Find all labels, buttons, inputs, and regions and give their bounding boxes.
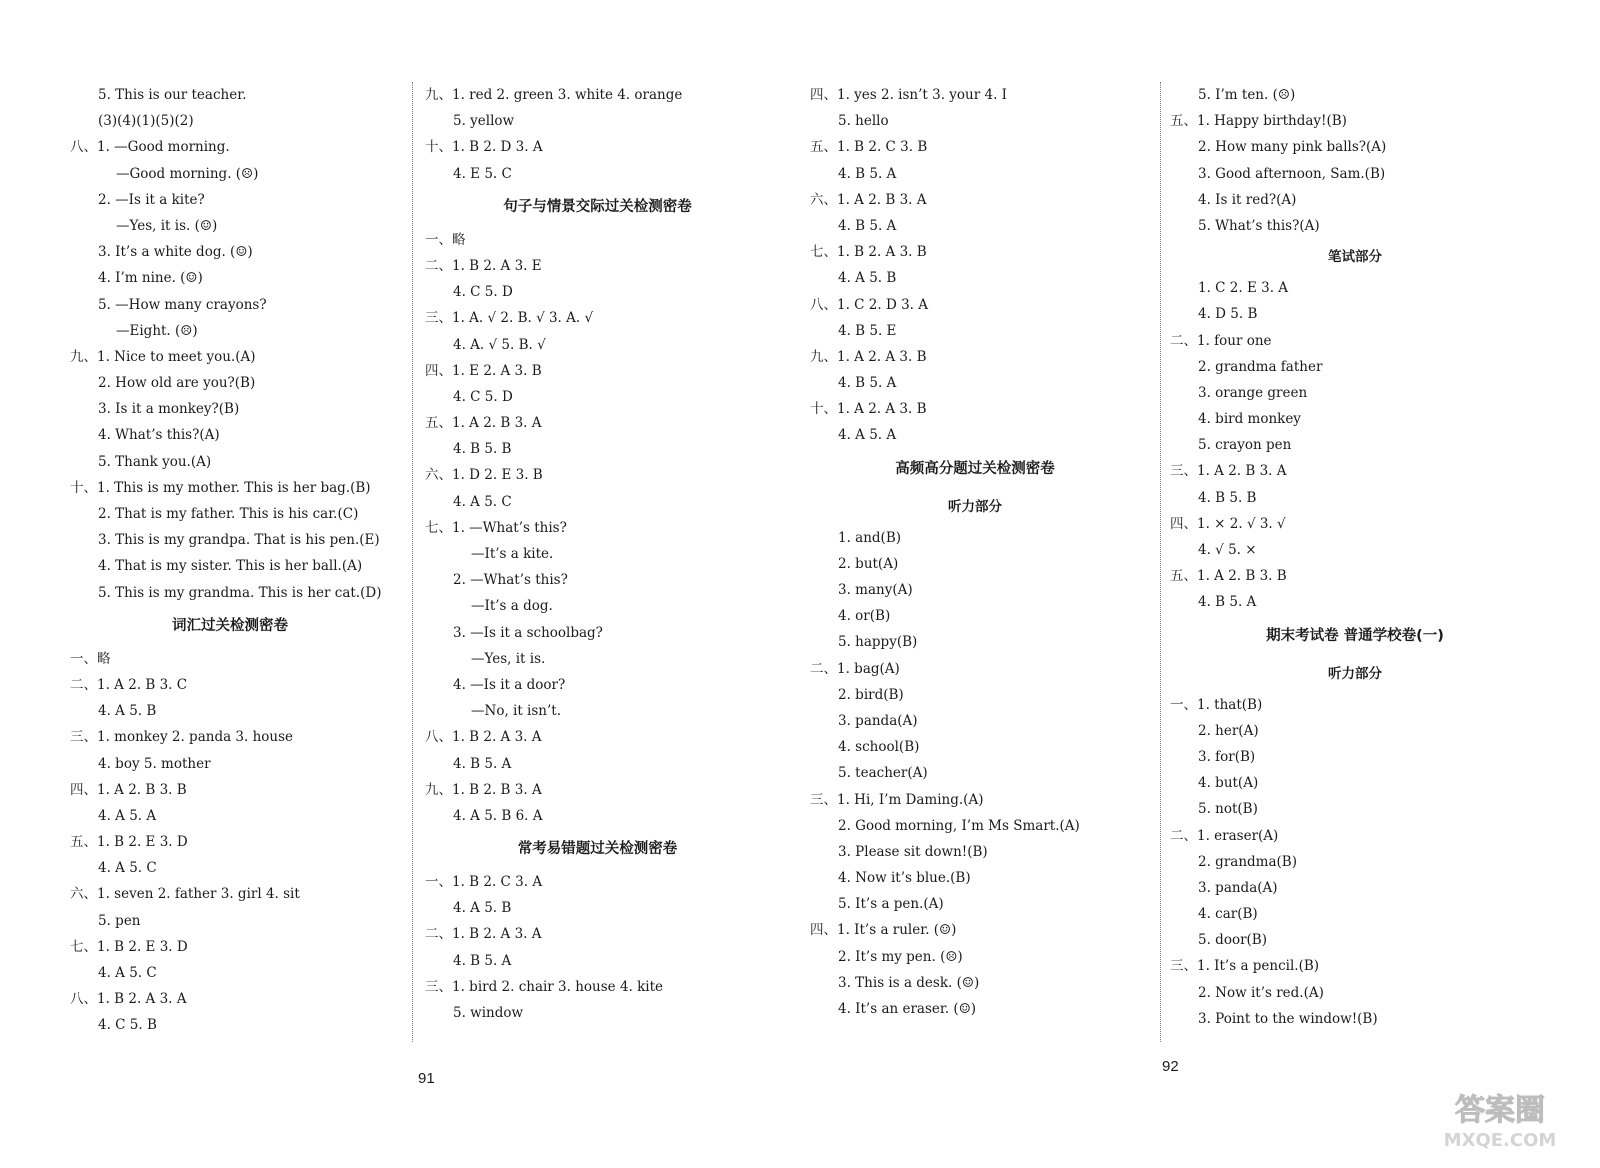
answer-line: 九、1. Nice to meet you.(A) [70,348,256,365]
answer-line: 四、1. yes 2. isn’t 3. your 4. I [810,87,1007,103]
answer-line: 三、1. monkey 2. panda 3. house [70,729,294,746]
answer-line: 3. orange green [1198,384,1308,401]
answer-line: 2. but(A) [838,555,899,572]
answer-line: 5. not(B) [1198,801,1258,818]
answer-line: 5. This is my grandma. This is her cat.(D) [98,584,382,601]
answer-line: 七、1. B 2. A 3. B [810,244,927,261]
answer-line: 4. B 5. B [453,441,512,458]
answer-line: 4. car(B) [1198,906,1258,923]
answer-line: 3. This is a desk. (☺) [838,974,980,991]
answer-line: 二、1. B 2. A 3. E [425,257,542,274]
answer-line: 2. bird(B) [838,686,904,703]
answer-line: 4. B 5. A [838,217,897,234]
answer-line: 4. E 5. C [453,165,512,182]
answer-line: 2. —Is it a kite? [98,191,205,208]
answer-line: 4. It’s an eraser. (☺) [838,1001,977,1017]
answer-line: 3. panda(A) [1198,879,1278,896]
answer-line: 五、1. A 2. B 3. A [425,415,542,432]
answer-line: 5. What’s this?(A) [1198,217,1320,234]
answer-line: 4. A 5. B [838,270,897,287]
answer-line: 八、1. B 2. A 3. A [70,991,187,1008]
answer-line: 4. but(A) [1198,775,1259,792]
watermark-logo [1420,1084,1580,1154]
answer-line: 5. yellow [453,113,515,130]
answer-line: 二、1. bag(A) [810,660,900,677]
answer-line: 九、1. B 2. B 3. A [425,781,542,798]
answer-line: 八、1. C 2. D 3. A [810,296,928,313]
answer-line: 九、1. red 2. green 3. white 4. orange [425,87,683,103]
answer-line: 4. B 5. A [838,375,897,392]
section-heading: 常考易错题过关检测密卷 [517,841,678,858]
answer-line: 2. Good morning, I’m Ms Smart.(A) [838,817,1080,834]
answer-line: 二、1. four one [1170,332,1272,349]
answer-line: 十、1. A 2. A 3. B [810,401,927,418]
answer-line: 2. Now it’s red.(A) [1198,984,1324,1001]
answer-line: 3. This is my grandpa. That is his pen.(E) [98,532,380,549]
answer-line: 1. C 2. E 3. A [1198,280,1289,297]
answer-line: 3. Point to the window!(B) [1198,1010,1378,1027]
answer-line: 5. happy(B) [838,634,918,651]
answer-line: 5. door(B) [1198,932,1267,949]
answer-line: 十、1. This is my mother. This is her bag.(B) [70,479,371,496]
answer-line: 九、1. A 2. A 3. B [810,348,927,365]
answer-line: 4. B 5. A [453,755,512,772]
answer-line: 5. This is our teacher. [98,87,247,103]
answer-line: 5. hello [838,113,889,130]
answer-line: 4. A 5. C [98,860,157,877]
answer-line: 一、略 [70,650,111,667]
answer-line: 4. A 5. B [453,900,512,917]
answer-line: 三、1. A 2. B 3. A [1170,463,1287,480]
answer-line: 4. or(B) [838,608,891,625]
answer-line: 二、1. B 2. A 3. A [425,926,542,943]
page-number-left: 91 [418,1070,435,1087]
column-2 [425,82,770,1026]
subsection-heading: 听力部分 [948,498,1002,515]
answer-line: 2. That is my father. This is his car.(C) [98,506,359,522]
answer-line: 3. Is it a monkey?(B) [98,401,240,418]
answer-line: 五、1. A 2. B 3. B [1170,568,1287,585]
answer-line: —It’s a kite. [471,546,554,562]
answer-line: 五、1. B 2. C 3. B [810,139,928,156]
answer-line: 4. B 5. E [838,322,897,339]
answer-line: 三、1. Hi, I’m Daming.(A) [810,791,984,808]
answer-line: 3. It’s a white dog. (☺) [98,244,253,261]
answer-line: 4. bird monkey [1198,411,1301,428]
answer-line: 六、1. seven 2. father 3. girl 4. sit [70,886,300,903]
answer-line: —Good morning. (☹) [116,165,259,182]
watermark-top: 答案圈 [1455,1093,1545,1128]
answer-line: 5. window [453,1005,524,1021]
answer-line: 4. C 5. B [98,1017,157,1034]
subsection-heading: 笔试部分 [1328,249,1382,266]
answer-line: 4. C 5. D [453,284,513,301]
answer-line: 四、1. E 2. A 3. B [425,362,542,379]
answer-line: 2. How old are you?(B) [98,375,256,392]
section-heading: 高频高分题过关检测密卷 [895,460,1055,477]
answer-line: 4. Now it’s blue.(B) [838,870,971,887]
answer-line: 4. A 5. B [98,703,157,720]
column-divider-left [412,82,414,1042]
answer-line: 4. A 5. C [98,965,157,981]
answer-line: 4. B 5. A [1198,594,1257,611]
answer-line: 3. many(A) [838,582,913,598]
answer-line: 3. Please sit down!(B) [838,843,988,860]
column-4 [1170,82,1540,1032]
answer-line: 5. teacher(A) [838,765,928,782]
answer-line: 3. Good afternoon, Sam.(B) [1198,165,1386,182]
answer-line: 2. —What’s this? [453,572,568,589]
answer-line: 4. A 5. C [453,493,512,510]
answer-line: 一、1. that(B) [1170,696,1263,713]
answer-line: 四、1. It’s a ruler. (☺) [810,922,957,939]
answer-line: 4. A 5. A [838,427,897,444]
answer-line: 4. —Is it a door? [453,676,566,693]
answer-line: 七、1. B 2. E 3. D [70,938,188,955]
answer-line: 2. It’s my pen. (☹) [838,948,963,965]
answer-line: 4. B 5. B [1198,489,1257,506]
section-heading: 词汇过关检测密卷 [172,617,288,634]
answer-line: 4. I’m nine. (☺) [98,270,203,287]
answer-line: 5. pen [98,912,141,929]
answer-line: —It’s a dog. [471,598,553,615]
answer-line: (3)(4)(1)(5)(2) [98,113,194,130]
answer-line: 3. panda(A) [838,712,918,729]
answer-line: 八、1. —Good morning. [70,139,230,156]
column-divider-right [1160,82,1162,1042]
answer-line: 一、略 [425,231,466,248]
answer-line: 五、1. B 2. E 3. D [70,834,188,851]
answer-line: 4. Is it red?(A) [1198,191,1297,208]
answer-line: 3. for(B) [1198,748,1256,765]
section-heading: 句子与情景交际过关检测密卷 [503,198,692,215]
answer-line: 5. It’s a pen.(A) [838,896,944,913]
subsection-heading: 听力部分 [1328,665,1382,682]
answer-line: 4. D 5. B [1198,306,1258,323]
answer-line: 4. A 5. B 6. A [453,807,543,824]
watermark-bottom: MXQE.COM [1443,1130,1557,1151]
answer-line: 3. —Is it a schoolbag? [453,624,603,641]
column-1 [70,82,390,1039]
answer-line: 一、1. B 2. C 3. A [425,874,543,891]
answer-line: 2. grandma father [1198,358,1323,375]
answer-line: 4. school(B) [838,739,920,756]
answer-line: 二、1. A 2. B 3. C [70,676,188,693]
answer-line: 四、1. × 2. √ 3. √ [1170,515,1286,532]
answer-line: 十、1. B 2. D 3. A [425,139,543,156]
answer-line: 4. C 5. D [453,388,513,405]
answer-line: 1. and(B) [838,529,902,546]
answer-line: 七、1. —What’s this? [425,519,567,536]
answer-line: 4. B 5. A [838,165,897,182]
answer-line: 2. grandma(B) [1198,853,1297,870]
answer-line: 六、1. A 2. B 3. A [810,191,927,208]
answer-line: 2. her(A) [1198,722,1259,739]
column-3 [810,82,1140,1022]
answer-line: 2. How many pink balls?(A) [1198,139,1387,156]
answer-line: 5. I’m ten. (☹) [1198,87,1296,103]
answer-line: 二、1. eraser(A) [1170,827,1279,844]
answer-line: 5. —How many crayons? [98,296,267,313]
answer-line: 4. What’s this?(A) [98,427,220,444]
answer-line: —No, it isn’t. [471,703,562,720]
answer-line: —Yes, it is. [471,650,546,667]
answer-line: 四、1. A 2. B 3. B [70,781,187,798]
answer-line: 4. B 5. A [453,952,512,969]
section-heading: 期末考试卷 普通学校卷(一) [1266,627,1444,644]
answer-line: 4. A 5. A [98,807,157,824]
answer-line: —Yes, it is. (☺) [116,217,218,234]
answer-line: 六、1. D 2. E 3. B [425,467,543,484]
answer-line: 三、1. It’s a pencil.(B) [1170,958,1320,975]
answer-line: 4. That is my sister. This is her ball.(A) [98,558,363,575]
answer-line: 5. crayon pen [1198,437,1292,454]
answer-line: 4. √ 5. × [1198,542,1257,558]
answer-line: 三、1. A. √ 2. B. √ 3. A. √ [425,310,594,327]
answer-line: 五、1. Happy birthday!(B) [1170,113,1347,130]
answer-line: 三、1. bird 2. chair 3. house 4. kite [425,978,664,995]
page-number-right: 92 [1162,1058,1179,1075]
answer-line: —Eight. (☹) [116,322,198,339]
answer-line: 5. Thank you.(A) [98,453,212,470]
answer-line: 4. A. √ 5. B. √ [453,336,546,353]
answer-line: 八、1. B 2. A 3. A [425,729,542,746]
answer-line: 4. boy 5. mother [98,755,211,772]
